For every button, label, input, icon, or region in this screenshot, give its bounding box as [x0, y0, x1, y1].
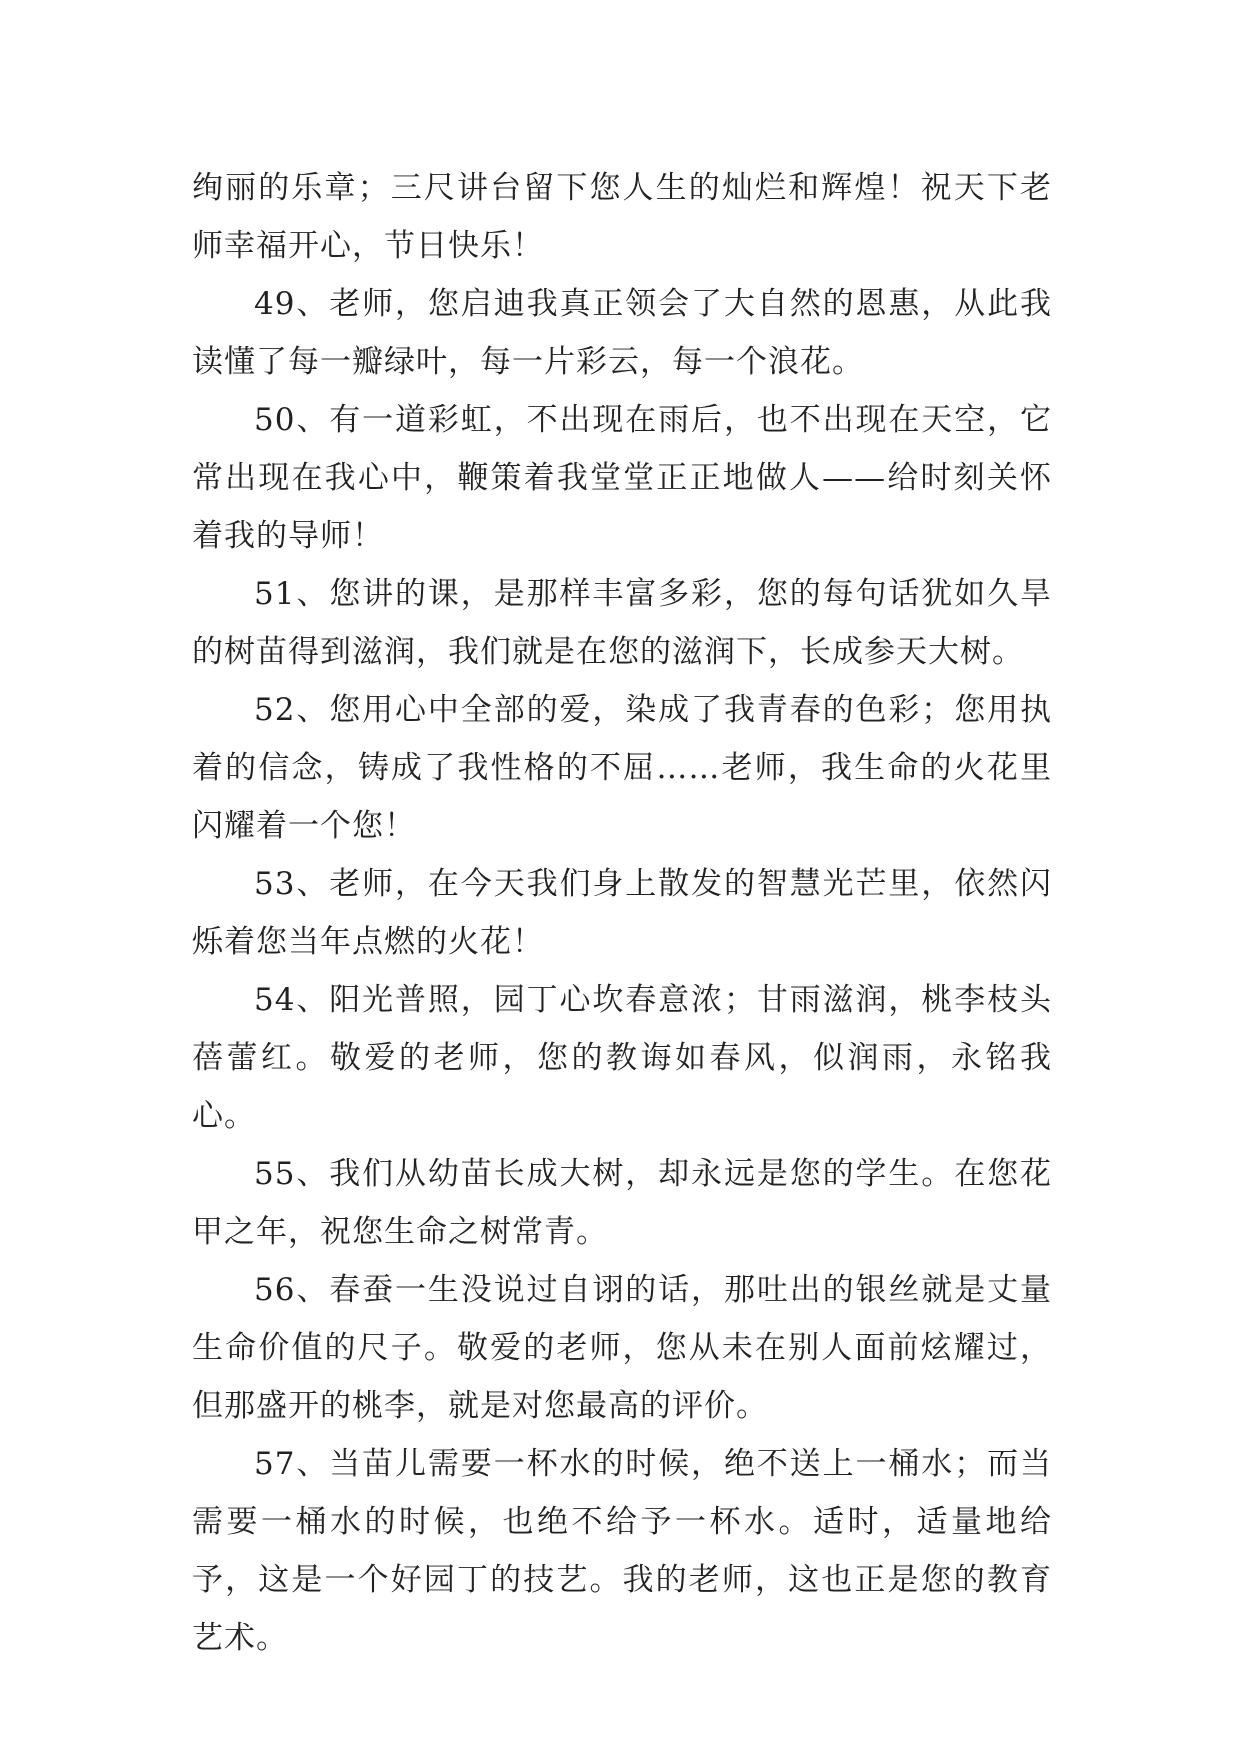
paragraph-53: 53、老师，在今天我们身上散发的智慧光芒里，依然闪烁着您当年点燃的火花！ [192, 866, 1052, 960]
paragraph-56: 56、春蚕一生没说过自诩的话，那吐出的银丝就是丈量生命价值的尺子。敬爱的老师，您从未在别人面前炫耀过，但那盛开的桃李，就是对您最高的评价。 [192, 1272, 1052, 1424]
paragraph-57: 57、当苗儿需要一杯水的时候，绝不送上一桶水；而当需要一桶水的时候，也绝不给予一杯水。适时，适量地给予，这是一个好园丁的技艺。我的老师，这也正是您的教育艺术。 [192, 1446, 1052, 1656]
paragraph-54: 54、阳光普照，园丁心坎春意浓；甘雨滋润，桃李枝头蓓蕾红。敬爱的老师，您的教诲如春风，似润雨，永铭我心。 [192, 982, 1052, 1134]
paragraph-49: 49、老师，您启迪我真正领会了大自然的恩惠，从此我读懂了每一瓣绿叶，每一片彩云，每一个浪花。 [192, 286, 1052, 380]
document-body [192, 159, 1052, 1667]
paragraph-55: 55、我们从幼苗长成大树，却永远是您的学生。在您花甲之年，祝您生命之树常青。 [192, 1156, 1052, 1250]
paragraph-continued: 绚丽的乐章；三尺讲台留下您人生的灿烂和辉煌！祝天下老师幸福开心，节日快乐！ [192, 170, 1052, 264]
paragraph-51: 51、您讲的课，是那样丰富多彩，您的每句话犹如久旱的树苗得到滋润，我们就是在您的滋润下，长成参天大树。 [192, 576, 1052, 670]
paragraph-52: 52、您用心中全部的爱，染成了我青春的色彩；您用执着的信念，铸成了我性格的不屈……老师，我生命的火花里闪耀着一个您！ [192, 692, 1052, 844]
paragraph-50: 50、有一道彩虹，不出现在雨后，也不出现在天空，它常出现在我心中，鞭策着我堂堂正正地做人——给时刻关怀着我的导师！ [192, 402, 1052, 554]
